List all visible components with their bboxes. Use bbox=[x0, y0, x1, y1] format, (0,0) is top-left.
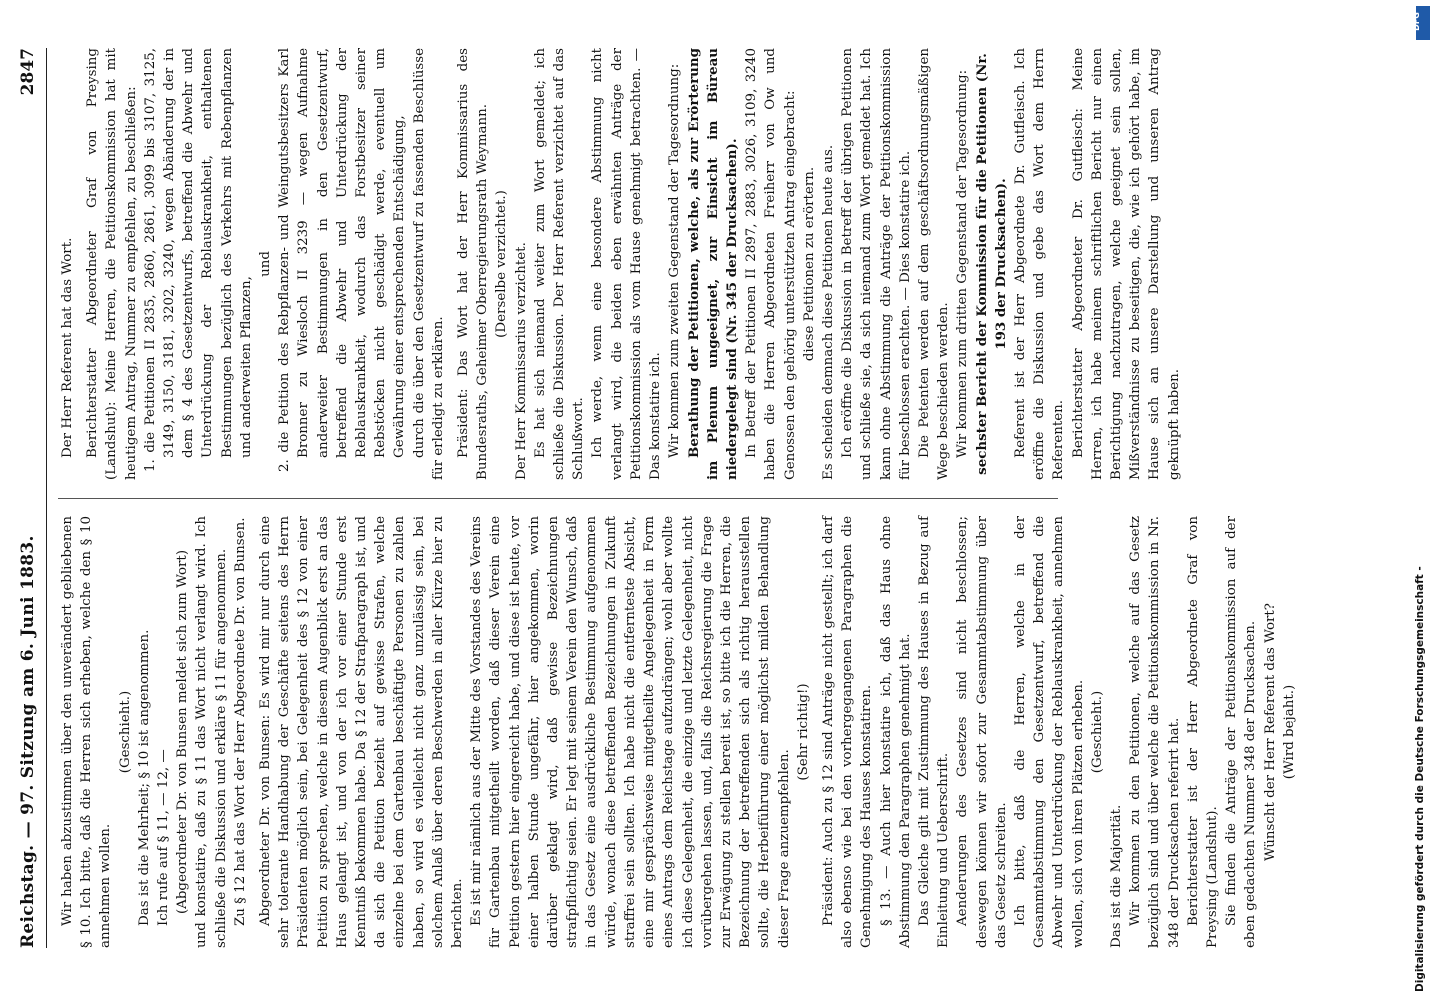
paragraph: Wir kommen zum dritten Gegenstand der Tagesordnung: bbox=[955, 69, 971, 458]
paragraph: Es hat sich niemand weiter zum Wort gemeldet; ich schließe die Diskussion. Der Herr Referent verzichtet auf das Schlußwort. bbox=[532, 48, 587, 480]
paragraph: und konstatire, daß zu § 11 das Wort nicht verlangt wird. Ich schließe die Diskussion und erkläre § 11 für angenommen. bbox=[194, 516, 229, 948]
paragraph: Das ist die Majorität. bbox=[1108, 804, 1124, 948]
right-column bbox=[58, 48, 1182, 480]
motion-text: diese Petitionen zu erörtern. bbox=[801, 166, 817, 362]
agenda-heading: sechster Bericht der Kommission für die Petitionen (Nr. 193 der Drucksachen). bbox=[973, 53, 1009, 475]
paragraph: Wir kommen zu den Petitionen, welche auf das Gesetz bezüglich sind und über welche die Petitionskommission in Nr. 348 der Drucksachen referirt hat. bbox=[1128, 516, 1182, 948]
paragraph: Wir haben abzustimmen über den unverändert gebliebenen § 10. Ich bitte, daß die Herren sich erheben, welche den § 10 annehmen wollen. bbox=[60, 516, 114, 948]
paragraph: Der Herr Referent hat das Wort. bbox=[60, 237, 75, 458]
paragraph: Ich werde, wenn eine besondere Abstimmung nicht verlangt wird, die beiden eben erwähnten Anträge der Petitionskommission als vom Hause genehmigt betrachten. — Das konstatire ich. bbox=[590, 48, 664, 480]
paragraph: Wir kommen zum zweiten Gegenstand der Tagesordnung: bbox=[667, 63, 683, 458]
paragraph: durch die über den Gesetzentwurf zu fassenden Beschlüsse für erledigt zu erklären. bbox=[411, 48, 446, 480]
column-divider bbox=[58, 498, 1058, 499]
paragraph: Das Gleiche gilt mit Zustimmung des Hauses in Bezug auf Einleitung und Ueberschrift. bbox=[916, 516, 952, 948]
petition-item: 2. die Petition des Rebpflanzen- und Weingutsbesitzers Karl Bronner zu Wiesloch II 3239 — wegen Aufnahme anderweiter Bestimmungen in den Gesetzentwurf, betreffend die Abwehr und Unterdrückung der Reblauskrankheit, wodurch das Forstbesitzer seiner Rebstöcken nicht geschädigt werde, eventuell um Gewährung einer entsprechenden Entschädigung, bbox=[277, 48, 408, 472]
dfg-logo-text: DFG bbox=[1411, 12, 1421, 31]
paragraph: Zu § 12 hat das Wort der Herr Abgeordnete Dr. von Bunsen. bbox=[232, 517, 248, 926]
paragraph: In Betreff der Petitionen II 2897, 2883, 3026, 3109, 3240 haben die Herren Abgeordneten Freiherr von Ow und Genossen den gehörig unterstützten Antrag eingebracht: bbox=[744, 48, 798, 480]
dfg-logo bbox=[1411, 6, 1430, 40]
paragraph: Wünscht der Herr Referent das Wort? bbox=[1262, 603, 1278, 861]
paragraph: § 13. — Auch hier konstatire ich, daß das Haus ohne Abstimmung den Paragraphen genehmigt hat. bbox=[878, 516, 913, 948]
paragraph: Die Petenten werden auf dem geschäftsordnungsmäßigen Wege beschieden werden. bbox=[916, 48, 952, 480]
paragraph: Ich eröffne die Diskussion in Betreff der übrigen Petitionen und schließe sie, da sich niemand zum Wort gemeldet hat. Ich kann ohne Abstimmung die Anträge der Petitionskommission für beschlossen erachten. — Dies konstatire ich. bbox=[840, 48, 913, 480]
page-number: 2847 bbox=[18, 48, 38, 96]
stage-direction: (Sehr richtig!) bbox=[795, 683, 811, 781]
speech-paragraph: Präsident: Das Wort hat der Herr Kommissarius des Bundesraths, Geheimer Oberregierungsrath Weymann. bbox=[456, 48, 491, 480]
paragraph: Das ist die Mehrheit; § 10 ist angenommen. bbox=[136, 629, 152, 926]
agenda-heading: Berathung der Petitionen, welche, als zur Erörterung im Plenum ungeeignet, zur Einsicht im Büreau niedergelegt sind (Nr. 345 der Drucksachen). bbox=[685, 48, 740, 480]
digitization-credit bbox=[1411, 8, 1428, 992]
stage-direction: (Geschieht.) bbox=[117, 690, 133, 774]
paragraph: Ich bitte, daß die Herren, welche in der Gesammtabstimmung den Gesetzentwurf, betreffend die Abwehr und Unterdrückung der Reblauskrankheit, annehmen wollen, sich von ihren Plätzen erheben. bbox=[1012, 516, 1086, 948]
petition-item: 1. die Petitionen II 2835, 2860, 2861, 3099 bis 3107, 3125, 3149, 3150, 3181, 3202, 3240, wegen Abänderung der in dem § 4 des Gesetzentwurfs, betreffend die Abwehr und Unterdrückung der Reblauskrankheit, enthaltenen Bestimmungen bezüglich des Verkehrs mit Rebenpflanzen und anderweiten Pflanzen, bbox=[142, 48, 254, 472]
stage-direction: (Abgeordneter Dr. von Bunsen meldet sich zum Wort) bbox=[175, 549, 191, 915]
stage-direction: (Wird bejaht.) bbox=[1281, 684, 1297, 780]
paragraph: Referent ist der Herr Abgeordnete Dr. Gutfleisch. Ich eröffne die Diskussion und gebe das Wort dem Herrn Referenten. bbox=[1012, 48, 1067, 480]
stage-direction: (Derselbe verzichtet.) bbox=[494, 190, 510, 338]
speech-paragraph: Berichterstatter Abgeordneter Dr. Gutfleisch: Meine Herren, ich habe meinem schriftlichen Bericht nur einen Berichtigung nachzutragen, welche geeignet sein sollen, Mißverständnisse zu beseitigen, die, wie ich gehört habe, im Hause sich an unsere Darstellung und unseren Antrag geknüpft haben. bbox=[1070, 48, 1182, 480]
speech-paragraph: Berichterstatter Abgeordneter Graf von Preysing (Landshut): Meine Herren, die Petitionskommission hat mit heutigem Antrag, Nummer zu empfehlen, zu beschließen: bbox=[85, 48, 139, 480]
speech-paragraph: Abgeordneter Dr. von Bunsen: Es wird mir nur durch eine sehr tolerante Handhabung der Geschäfte seitens des Herrn Präsidenten möglich sein, bei Gelegenheit des § 12 von einer Petition zu sprechen, welche in diesem Augenblick erst an das Haus gelangt ist, und von der ich vor einer Stunde erst Kenntniß bekommen habe. Da § 12 der Strafparagraph ist, und da sich die Petition bezieht auf gewisse Strafen, welche einzelne bei dem Gartenbau beschäftigte Personen zu zahlen haben, so wird es vielleicht nicht ganz unzulässig sein, bei solchem Anlaß über deren Beschwerden in aller Kürze hier zu berichten. bbox=[258, 516, 466, 948]
paragraph: Es scheiden demnach diese Petitionen heute aus. bbox=[820, 144, 836, 480]
credit-text: Digitalisierung gefördert durch die Deutsche Forschungsgemeinschaft - bbox=[1414, 566, 1426, 992]
speech-paragraph: Präsident: Auch zu § 12 sind Anträge nicht gestellt; ich darf also ebenso wie bei den vorhergegangenen Paragraphen die Genehmigung des Hauses konstatiren. bbox=[820, 516, 875, 948]
paragraph: Aenderungen des Gesetzes sind nicht beschlossen; deswegen können wir sofort zur Gesammtabstimmung über das Gesetz schreiten. bbox=[955, 516, 1009, 948]
stage-direction: (Geschieht.) bbox=[1089, 690, 1105, 774]
paragraph: Berichterstatter ist der Herr Abgeordnete Graf von Preysing (Landshut). bbox=[1185, 516, 1220, 948]
running-head bbox=[10, 48, 47, 948]
paragraph: Sie finden die Anträge der Petitionskommission auf der eben gedachten Nummer 348 der Drucksachen. bbox=[1224, 516, 1259, 948]
paragraph: Ich rufe auf § 11, — 12, — bbox=[156, 749, 172, 926]
left-column bbox=[58, 516, 1297, 948]
running-head-title: Reichstag. — 97. Sitzung am 6. Juni 1883. bbox=[18, 535, 38, 948]
paragraph: Es ist mir nämlich aus der Mitte des Vorstandes des Vereins für Gartenbau mitgetheilt worden, daß dieser Verein eine Petition gestern hier eingereicht habe, und diese ist heute, vor einer halben Stunde ungefähr, hier angekommen, worin darüber geklagt wird, daß gewisse Bezeichnungen strafpflichtig seien. Er legt mit seinem Verein den Wunsch, daß in das Gesetz eine ausdrückliche Bestimmung aufgenommen würde, wonach diese betreffenden Bezeichnungen in Zukunft straffrei sein sollten. Ich habe nicht die entfernteste Absicht, eine mir gesprächsweise mitgetheilte Angelegenheit in Form eines Antrags dem Reichstage aufzudrängen; wohl aber wollte ich diese Gelegenheit, die einzige und letzte Gelegenheit, nicht vorübergehen lassen, und, falls die Reichsregierung die Frage zur Erwägung zu stellen bereit ist, so bitte ich die Herren, die Bezeichnung der betreffenden sich als richtig herausstellen sollte, die Herbeiführung einer möglichst milden Behandlung dieser Frage anzuempfehlen. bbox=[469, 516, 792, 948]
conjunction: und bbox=[258, 251, 274, 277]
paragraph: Der Herr Kommissarius verzichtet. bbox=[513, 242, 529, 480]
